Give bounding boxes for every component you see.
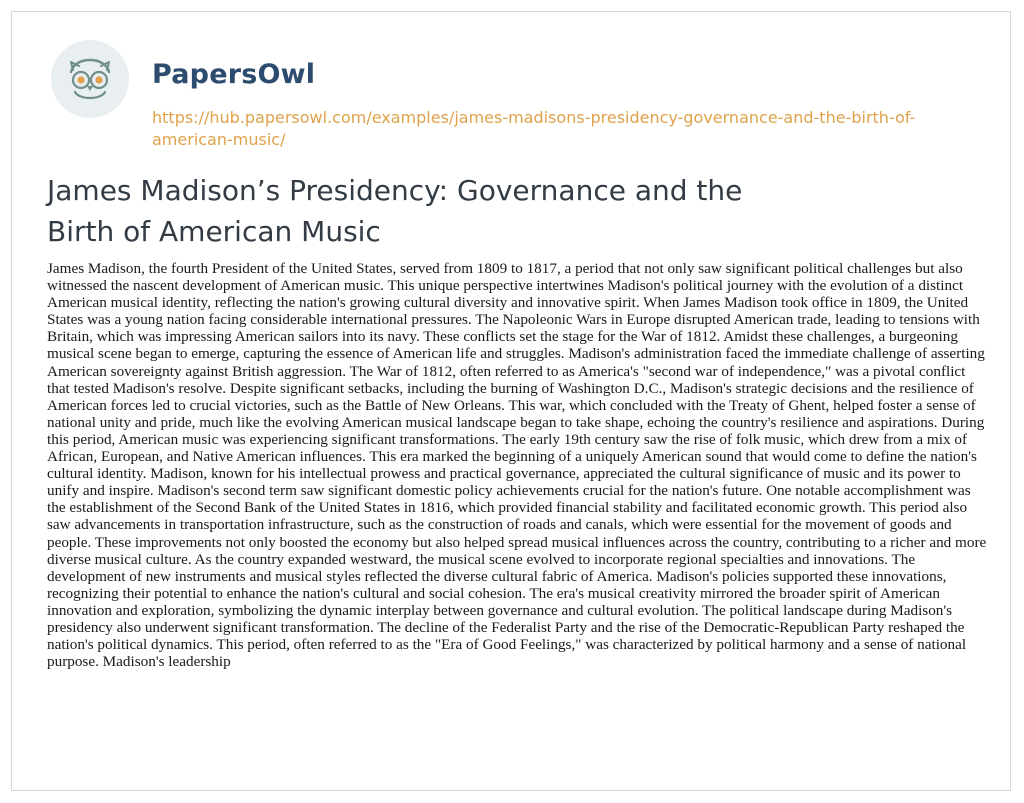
page-title: James Madison’s Presidency: Governance and the Birth of American Music: [47, 174, 743, 248]
brand-name[interactable]: PapersOwl: [152, 59, 316, 90]
article-url-link[interactable]: https://hub.papersowl.com/examples/james-madisons-presidency-governance-and-the-birth-of-american-music/: [152, 108, 916, 149]
owl-logo-icon: [51, 40, 129, 118]
article-body: James Madison, the fourth President of the United States, served from 1809 to 1817, a period that not only saw significant political challenges but also witnessed the nascent development of American music. This unique perspective intertwines Madison's political journey with the evolution of a distinct American musical identity, reflecting the nation's growing cultural diversity and innovative spirit. When James Madison took office in 1809, the United States was a young nation facing considerable international pressures. The Napoleonic Wars in Europe disrupted American trade, leading to tensions with Britain, which was impressing American sailors into its navy. These conflicts set the stage for the War of 1812. Amidst these challenges, a burgeoning musical scene began to emerge, capturing the essence of American life and struggles. Madison's administration faced the immediate challenge of asserting American sovereignty against British aggression. The War of 1812, often referred to as America's "second war of independence," was a pivotal conflict that tested Madison's resolve. Despite significant setbacks, including the burning of Washington D.C., Madison's strategic decisions and the resilience of American forces led to crucial victories, such as the Battle of New Orleans. This war, which concluded with the Treaty of Ghent, helped foster a sense of national unity and pride, much like the evolving American musical landscape began to take shape, echoing the country's resilience and aspirations. During this period, American music was experiencing significant transformations. The early 19th century saw the rise of folk music, which drew from a mix of African, European, and Native American influences. This era marked the beginning of a uniquely American sound that would come to define the nation's cultural identity. Madison, known for his intellectual prowess and practical governance, appreciated the cultural significance of music and its power to unify and inspire. Madison's second term saw significant domestic policy achievements crucial for the nation's future. One notable accomplishment was the establishment of the Second Bank of the United States in 1816, which provided financial stability and facilitated economic growth. This period also saw advancements in transportation infrastructure, such as the construction of roads and canals, which were essential for the movement of goods and people. These improvements not only boosted the economy but also helped spread musical influences across the country, contributing to a richer and more diverse musical culture. As the country expanded westward, the musical scene evolved to incorporate regional specialties and innovations. The development of new instruments and musical styles reflected the diverse cultural fabric of America. Madison's policies supported these innovations, recognizing their potential to enhance the nation's cultural and social cohesion. The era's musical creativity mirrored the broader spirit of American innovation and exploration, symbolizing the dynamic interplay between governance and cultural evolution. The political landscape during Madison's presidency also underwent significant transformation. The decline of the Federalist Party and the rise of the Democratic-Republican Party reshaped the nation's political dynamics. This period, often referred to as the "Era of Good Feelings," was characterized by political harmony and a sense of national purpose. Madison's leadership: [47, 260, 987, 671]
